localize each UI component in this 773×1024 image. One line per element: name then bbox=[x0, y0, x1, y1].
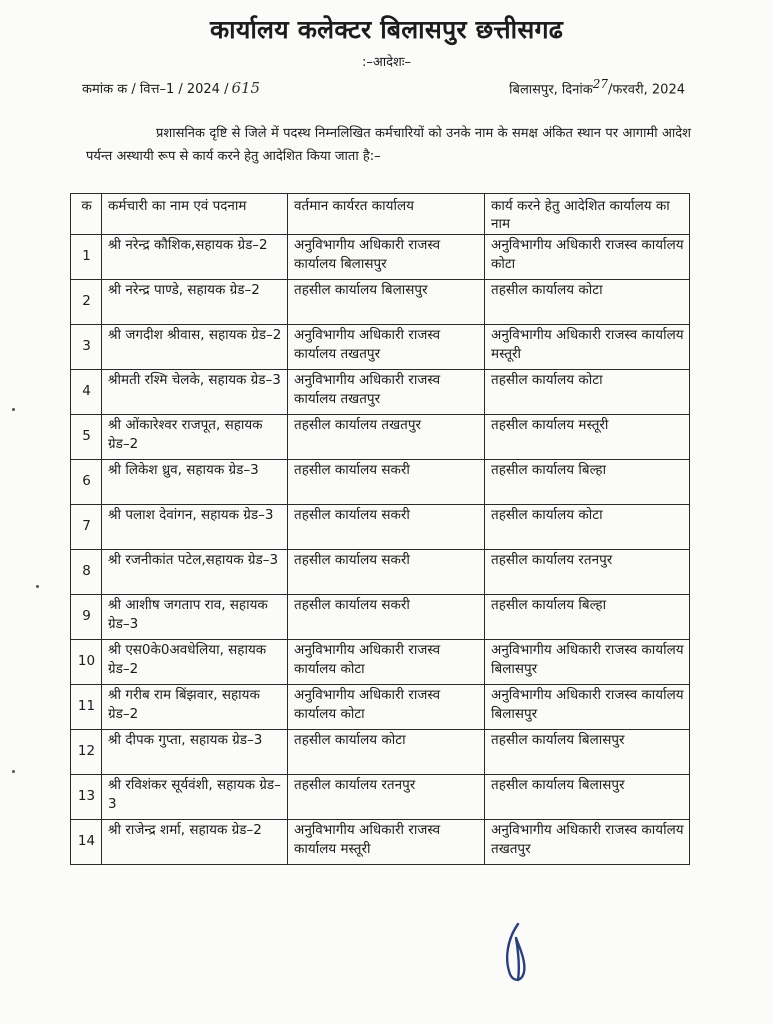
order-reference-number bbox=[82, 79, 260, 97]
cell-employee-name: श्री एस0के0अवधेलिया, सहायक ग्रेड–2 bbox=[102, 640, 288, 685]
transfer-table bbox=[70, 193, 690, 865]
table-row bbox=[71, 370, 690, 415]
reference-printed: कमांक क / वित्त–1 / 2024 / bbox=[82, 82, 229, 97]
signature bbox=[498, 918, 538, 988]
cell-assigned-office: तहसील कार्यालय बिल्हा bbox=[485, 460, 690, 505]
place-date-prefix: बिलासपुर, दिनांक bbox=[509, 82, 593, 98]
cell-serial: 2 bbox=[71, 280, 102, 325]
header-serial: क bbox=[71, 194, 102, 235]
cell-assigned-office: तहसील कार्यालय बिलासपुर bbox=[485, 775, 690, 820]
cell-current-office: अनुविभागीय अधिकारी राजस्व कार्यालय कोटा bbox=[288, 685, 485, 730]
cell-current-office: तहसील कार्यालय सकरी bbox=[288, 550, 485, 595]
paper-speck bbox=[36, 585, 39, 588]
table-row bbox=[71, 415, 690, 460]
cell-assigned-office: तहसील कार्यालय कोटा bbox=[485, 505, 690, 550]
table-row bbox=[71, 280, 690, 325]
table-row bbox=[71, 640, 690, 685]
cell-serial: 14 bbox=[71, 820, 102, 865]
cell-assigned-office: तहसील कार्यालय कोटा bbox=[485, 280, 690, 325]
cell-employee-name: श्री रजनीकांत पटेल,सहायक ग्रेड–3 bbox=[102, 550, 288, 595]
header-current-office: वर्तमान कार्यरत कार्यालय bbox=[288, 194, 485, 235]
cell-serial: 5 bbox=[71, 415, 102, 460]
cell-serial: 11 bbox=[71, 685, 102, 730]
cell-assigned-office: अनुविभागीय अधिकारी राजस्व कार्यालय मस्तूरी bbox=[485, 325, 690, 370]
cell-serial: 3 bbox=[71, 325, 102, 370]
cell-serial: 1 bbox=[71, 235, 102, 280]
office-title: कार्यालय कलेक्टर बिलासपुर छत्तीसगढ bbox=[209, 15, 564, 44]
cell-employee-name: श्री गरीब राम बिंझवार, सहायक ग्रेड–2 bbox=[102, 685, 288, 730]
date-handwritten-day: 27 bbox=[592, 77, 609, 91]
cell-serial: 6 bbox=[71, 460, 102, 505]
cell-employee-name: श्री लिकेश ध्रुव, सहायक ग्रेड–3 bbox=[102, 460, 288, 505]
cell-current-office: अनुविभागीय अधिकारी राजस्व कार्यालय कोटा bbox=[288, 640, 485, 685]
cell-assigned-office: अनुविभागीय अधिकारी राजस्व कार्यालय बिलासपुर bbox=[485, 685, 690, 730]
cell-current-office: अनुविभागीय अधिकारी राजस्व कार्यालय तखतपुर bbox=[288, 325, 485, 370]
cell-assigned-office: तहसील कार्यालय रतनपुर bbox=[485, 550, 690, 595]
table-row bbox=[71, 775, 690, 820]
table-body bbox=[71, 235, 690, 865]
cell-current-office: तहसील कार्यालय रतनपुर bbox=[288, 775, 485, 820]
table-header-row bbox=[71, 194, 690, 235]
paper-speck bbox=[12, 408, 15, 411]
paper-speck bbox=[12, 770, 15, 773]
table-row bbox=[71, 730, 690, 775]
cell-current-office: अनुविभागीय अधिकारी राजस्व कार्यालय मस्तूरी bbox=[288, 820, 485, 865]
cell-employee-name: श्री ओंकारेश्वर राजपूत, सहायक ग्रेड–2 bbox=[102, 415, 288, 460]
cell-current-office: तहसील कार्यालय सकरी bbox=[288, 505, 485, 550]
header-assigned-office: कार्य करने हेतु आदेशित कार्यालय का नाम bbox=[485, 194, 690, 235]
table-row bbox=[71, 460, 690, 505]
table-row bbox=[71, 505, 690, 550]
cell-serial: 8 bbox=[71, 550, 102, 595]
cell-serial: 10 bbox=[71, 640, 102, 685]
cell-current-office: तहसील कार्यालय सकरी bbox=[288, 460, 485, 505]
table-row bbox=[71, 550, 690, 595]
cell-current-office: तहसील कार्यालय कोटा bbox=[288, 730, 485, 775]
cell-assigned-office: तहसील कार्यालय बिलासपुर bbox=[485, 730, 690, 775]
table-row bbox=[71, 685, 690, 730]
cell-assigned-office: तहसील कार्यालय कोटा bbox=[485, 370, 690, 415]
cell-serial: 9 bbox=[71, 595, 102, 640]
cell-assigned-office: तहसील कार्यालय बिल्हा bbox=[485, 595, 690, 640]
cell-assigned-office: अनुविभागीय अधिकारी राजस्व कार्यालय कोटा bbox=[485, 235, 690, 280]
table-row bbox=[71, 595, 690, 640]
cell-current-office: अनुविभागीय अधिकारी राजस्व कार्यालय बिलासपुर bbox=[288, 235, 485, 280]
place-date-suffix: /फरवरी, 2024 bbox=[608, 82, 685, 98]
order-paragraph bbox=[86, 122, 691, 168]
order-heading: :–आदेशः– bbox=[361, 55, 412, 70]
reference-handwritten-number: 615 bbox=[231, 79, 261, 97]
cell-current-office: तहसील कार्यालय बिलासपुर bbox=[288, 280, 485, 325]
place-and-date bbox=[509, 77, 685, 97]
cell-serial: 12 bbox=[71, 730, 102, 775]
cell-employee-name: श्री नरेन्द्र कौशिक,सहायक ग्रेड–2 bbox=[102, 235, 288, 280]
cell-serial: 13 bbox=[71, 775, 102, 820]
cell-employee-name: श्री पलाश देवांगन, सहायक ग्रेड–3 bbox=[102, 505, 288, 550]
cell-current-office: तहसील कार्यालय सकरी bbox=[288, 595, 485, 640]
table-row bbox=[71, 235, 690, 280]
cell-assigned-office: तहसील कार्यालय मस्तूरी bbox=[485, 415, 690, 460]
cell-serial: 4 bbox=[71, 370, 102, 415]
cell-assigned-office: अनुविभागीय अधिकारी राजस्व कार्यालय तखतपुर bbox=[485, 820, 690, 865]
cell-employee-name: श्री रविशंकर सूर्यवंशी, सहायक ग्रेड–3 bbox=[102, 775, 288, 820]
table-row bbox=[71, 325, 690, 370]
cell-employee-name: श्री नरेन्द्र पाण्डे, सहायक ग्रेड–2 bbox=[102, 280, 288, 325]
order-paragraph-text: प्रशासनिक दृष्टि से जिले में पदस्थ निम्नलिखित कर्मचारियों को उनके नाम के समक्ष अंकित स्थान पर आगामी आदेश पर्यन्त अस्थायी रूप से कार्य करने हेतु आदेशित किया जाता है:– bbox=[86, 126, 691, 164]
cell-serial: 7 bbox=[71, 505, 102, 550]
cell-employee-name: श्री दीपक गुप्ता, सहायक ग्रेड–3 bbox=[102, 730, 288, 775]
cell-current-office: तहसील कार्यालय तखतपुर bbox=[288, 415, 485, 460]
cell-assigned-office: अनुविभागीय अधिकारी राजस्व कार्यालय बिलासपुर bbox=[485, 640, 690, 685]
cell-current-office: अनुविभागीय अधिकारी राजस्व कार्यालय तखतपुर bbox=[288, 370, 485, 415]
table-row bbox=[71, 820, 690, 865]
cell-employee-name: श्री जगदीश श्रीवास, सहायक ग्रेड–2 bbox=[102, 325, 288, 370]
header-employee-name: कर्मचारी का नाम एवं पदनाम bbox=[102, 194, 288, 235]
cell-employee-name: श्री राजेन्द्र शर्मा, सहायक ग्रेड–2 bbox=[102, 820, 288, 865]
cell-employee-name: श्री आशीष जगताप राव, सहायक ग्रेड–3 bbox=[102, 595, 288, 640]
cell-employee-name: श्रीमती रश्मि चेलके, सहायक ग्रेड–3 bbox=[102, 370, 288, 415]
